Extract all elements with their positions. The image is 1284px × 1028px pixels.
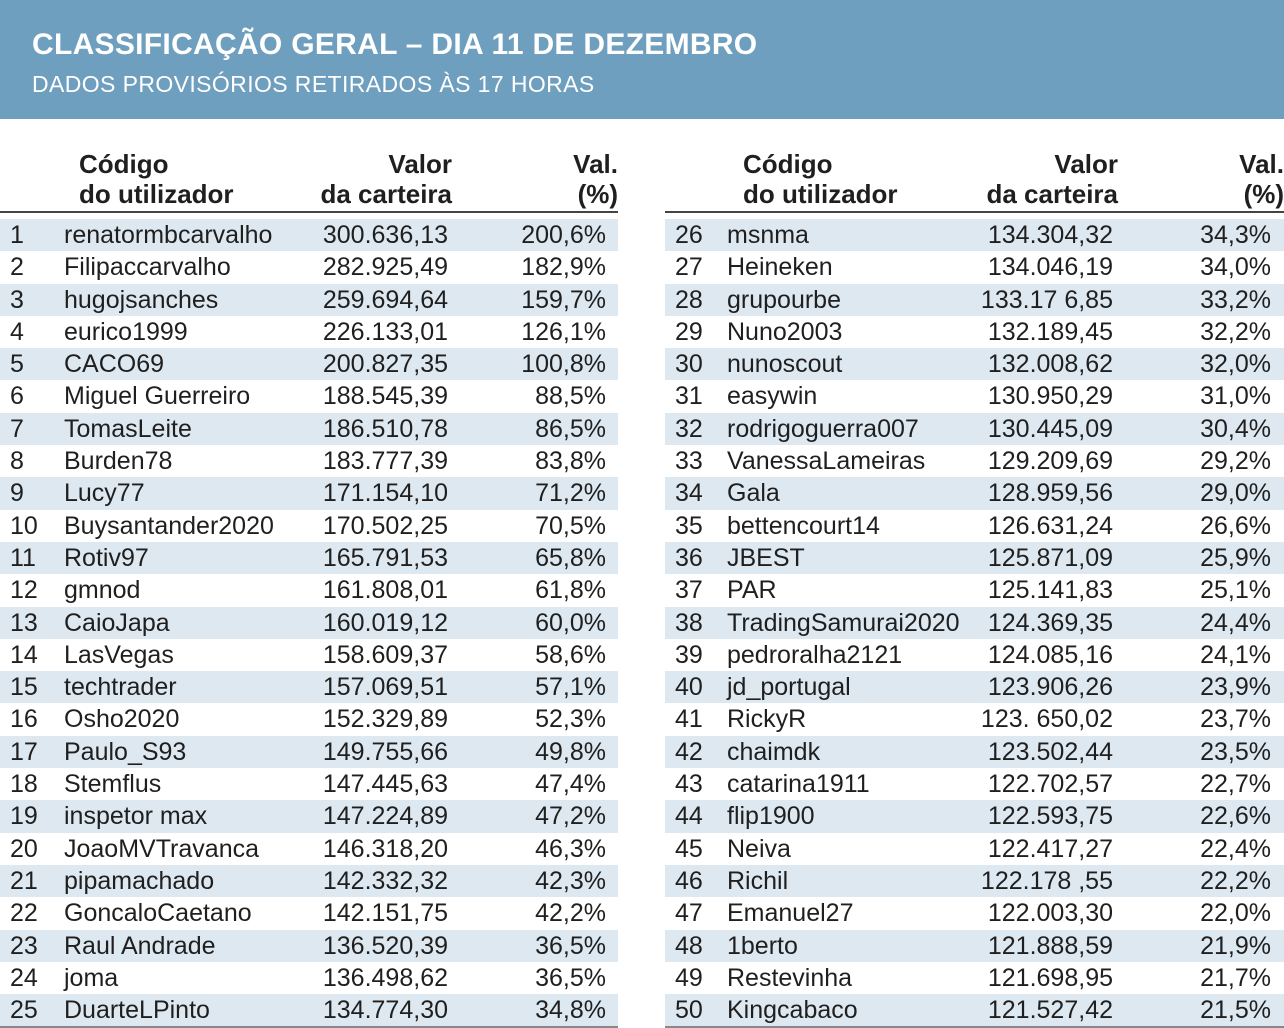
value-cell: 142.332,32: [322, 866, 448, 895]
user-cell: flip1900: [727, 802, 815, 831]
header-user-code: Código do utilizador: [79, 149, 234, 209]
percent-cell: 34,8%: [535, 996, 606, 1025]
user-cell: catarina1911: [727, 770, 870, 799]
value-cell: 146.318,20: [322, 834, 448, 863]
user-cell: chaimdk: [727, 737, 821, 766]
table-row: [0, 607, 618, 639]
value-cell: 122.702,57: [987, 770, 1113, 799]
percent-cell: 200,6%: [521, 221, 606, 249]
table-row: [665, 607, 1284, 639]
value-cell: 160.019,12: [322, 608, 448, 637]
value-cell: 121.527,42: [987, 996, 1113, 1025]
percent-cell: 182,9%: [521, 253, 606, 282]
table-row: [665, 768, 1284, 800]
user-cell: Buysantander2020: [64, 511, 274, 540]
percent-cell: 61,8%: [535, 576, 606, 605]
percent-cell: 33,2%: [1200, 285, 1271, 314]
header-banner: [0, 0, 1284, 119]
user-cell: eurico1999: [64, 317, 188, 346]
value-cell: 282.925,49: [322, 253, 448, 282]
value-cell: 128.959,56: [987, 479, 1113, 508]
rank-cell: 19: [10, 802, 38, 831]
rank-cell: 27: [675, 253, 703, 282]
percent-cell: 21,7%: [1200, 963, 1271, 992]
rank-cell: 1: [10, 221, 24, 249]
user-cell: Gala: [727, 479, 780, 508]
percent-cell: 126,1%: [521, 317, 606, 346]
table-header: [665, 147, 1284, 213]
rank-cell: 33: [675, 447, 703, 476]
rank-cell: 8: [10, 447, 24, 476]
rank-cell: 26: [675, 221, 703, 249]
rank-cell: 48: [675, 931, 703, 960]
user-cell: Stemflus: [64, 770, 162, 799]
table-row: [665, 542, 1284, 574]
table-row: [665, 445, 1284, 477]
value-cell: 170.502,25: [322, 511, 448, 540]
value-cell: 126.631,24: [987, 511, 1113, 540]
percent-cell: 22,0%: [1200, 899, 1271, 928]
table-row: [665, 865, 1284, 897]
table-row: [665, 639, 1284, 671]
rank-cell: 50: [675, 996, 703, 1025]
table-row: [665, 897, 1284, 929]
value-cell: 123. 650,02: [980, 705, 1113, 734]
user-cell: Emanuel27: [727, 899, 854, 928]
table-row: [665, 962, 1284, 994]
percent-cell: 86,5%: [535, 414, 606, 443]
percent-cell: 88,5%: [535, 382, 606, 411]
percent-cell: 30,4%: [1200, 414, 1271, 443]
percent-cell: 26,6%: [1200, 511, 1271, 540]
rank-cell: 11: [10, 543, 36, 572]
rank-cell: 24: [10, 963, 38, 992]
user-cell: Paulo_S93: [64, 737, 187, 766]
percent-cell: 42,3%: [535, 866, 606, 895]
user-cell: jd_portugal: [727, 673, 851, 702]
rank-cell: 44: [675, 802, 703, 831]
rank-cell: 6: [10, 382, 24, 411]
user-cell: Raul Andrade: [64, 931, 216, 960]
table-row: [0, 348, 618, 380]
user-cell: techtrader: [64, 673, 177, 702]
table-row: [0, 962, 618, 994]
rank-cell: 7: [10, 414, 24, 443]
user-cell: gmnod: [64, 576, 141, 605]
table-row: [0, 703, 618, 735]
value-cell: 124.369,35: [987, 608, 1113, 637]
rank-cell: 21: [10, 866, 38, 895]
user-cell: DuarteLPinto: [64, 996, 210, 1025]
rank-cell: 5: [10, 350, 24, 379]
percent-cell: 24,1%: [1200, 640, 1271, 669]
rank-cell: 12: [10, 576, 38, 605]
percent-cell: 71,2%: [535, 479, 606, 508]
rank-cell: 31: [675, 382, 703, 411]
rank-cell: 35: [675, 511, 703, 540]
percent-cell: 24,4%: [1200, 608, 1271, 637]
value-cell: 200.827,35: [322, 350, 448, 379]
user-cell: nunoscout: [727, 350, 843, 379]
value-cell: 122.178 ,55: [980, 866, 1113, 895]
value-cell: 136.520,39: [322, 931, 448, 960]
ranking-table-right: [665, 147, 1284, 1028]
table-row: [0, 219, 618, 251]
value-cell: 123.906,26: [987, 673, 1113, 702]
value-cell: 134.774,30: [322, 996, 448, 1025]
percent-cell: 42,2%: [535, 899, 606, 928]
percent-cell: 22,4%: [1200, 834, 1271, 863]
user-cell: Nuno2003: [727, 317, 843, 346]
value-cell: 186.510,78: [322, 414, 448, 443]
rank-cell: 40: [675, 673, 703, 702]
rank-cell: 18: [10, 770, 38, 799]
table-row: [0, 574, 618, 606]
table-row: [665, 703, 1284, 735]
table-row: [665, 994, 1284, 1026]
percent-cell: 23,7%: [1200, 705, 1271, 734]
user-cell: Richil: [727, 866, 789, 895]
header-portfolio-value: Valor da carteira: [320, 149, 452, 209]
value-cell: 149.755,66: [322, 737, 448, 766]
user-cell: Miguel Guerreiro: [64, 382, 251, 411]
table-row: [0, 897, 618, 929]
percent-cell: 46,3%: [535, 834, 606, 863]
percent-cell: 25,1%: [1200, 576, 1271, 605]
value-cell: 300.636,13: [322, 221, 448, 249]
table-body: [665, 219, 1284, 1028]
percent-cell: 100,8%: [521, 350, 606, 379]
value-cell: 183.777,39: [322, 447, 448, 476]
percent-cell: 21,5%: [1200, 996, 1271, 1025]
rank-cell: 4: [10, 317, 24, 346]
value-cell: 142.151,75: [322, 899, 448, 928]
percent-cell: 47,4%: [535, 770, 606, 799]
table-row: [665, 348, 1284, 380]
value-cell: 133.17 6,85: [980, 285, 1113, 314]
percent-cell: 65,8%: [535, 543, 606, 572]
percent-cell: 60,0%: [535, 608, 606, 637]
header-percent-change: Val. (%): [573, 149, 618, 209]
rank-cell: 25: [10, 996, 38, 1025]
user-cell: Burden78: [64, 447, 173, 476]
user-cell: JBEST: [727, 543, 805, 572]
table-row: [665, 413, 1284, 445]
table-row: [0, 510, 618, 542]
user-cell: rodrigoguerra007: [727, 414, 919, 443]
percent-cell: 23,5%: [1200, 737, 1271, 766]
user-cell: JoaoMVTravanca: [64, 834, 259, 863]
user-cell: msnma: [727, 221, 809, 249]
table-row: [0, 800, 618, 832]
user-cell: Neiva: [727, 834, 791, 863]
value-cell: 123.502,44: [987, 737, 1113, 766]
user-cell: pedroralha2121: [727, 640, 903, 669]
user-cell: 1berto: [727, 931, 798, 960]
percent-cell: 32,2%: [1200, 317, 1271, 346]
percent-cell: 21,9%: [1200, 931, 1271, 960]
rank-cell: 16: [10, 705, 38, 734]
rank-cell: 45: [675, 834, 703, 863]
table-row: [0, 833, 618, 865]
table-row: [665, 671, 1284, 703]
table-row: [665, 380, 1284, 412]
table-row: [0, 994, 618, 1026]
user-cell: TradingSamurai2020: [727, 608, 960, 637]
value-cell: 124.085,16: [987, 640, 1113, 669]
user-cell: PAR: [727, 576, 777, 605]
header-percent-change: Val. (%): [1239, 149, 1284, 209]
table-row: [0, 380, 618, 412]
ranking-table-left: [0, 147, 618, 1028]
value-cell: 121.698,95: [987, 963, 1113, 992]
table-row: [665, 316, 1284, 348]
user-cell: joma: [64, 963, 119, 992]
table-row: [665, 284, 1284, 316]
value-cell: 125.141,83: [987, 576, 1113, 605]
user-cell: grupourbe: [727, 285, 841, 314]
table-row: [665, 833, 1284, 865]
table-row: [665, 736, 1284, 768]
value-cell: 130.950,29: [987, 382, 1113, 411]
page-subtitle: DADOS PROVISÓRIOS RETIRADOS ÀS 17 HORAS: [32, 71, 595, 97]
table-row: [0, 477, 618, 509]
user-cell: Osho2020: [64, 705, 180, 734]
value-cell: 129.209,69: [987, 447, 1113, 476]
user-cell: LasVegas: [64, 640, 174, 669]
table-row: [665, 574, 1284, 606]
rank-cell: 14: [10, 640, 38, 669]
percent-cell: 34,0%: [1200, 253, 1271, 282]
rank-cell: 10: [10, 511, 38, 540]
rank-cell: 22: [10, 899, 38, 928]
rank-cell: 46: [675, 866, 703, 895]
table-row: [0, 413, 618, 445]
percent-cell: 52,3%: [535, 705, 606, 734]
table-row: [0, 445, 618, 477]
rank-cell: 29: [675, 317, 703, 346]
user-cell: Filipaccarvalho: [64, 253, 231, 282]
value-cell: 130.445,09: [987, 414, 1113, 443]
value-cell: 171.154,10: [322, 479, 448, 508]
header-portfolio-value: Valor da carteira: [986, 149, 1118, 209]
percent-cell: 22,7%: [1200, 770, 1271, 799]
table-row: [0, 930, 618, 962]
percent-cell: 70,5%: [535, 511, 606, 540]
rank-cell: 3: [10, 285, 24, 314]
table-row: [0, 316, 618, 348]
table-row: [665, 510, 1284, 542]
percent-cell: 57,1%: [535, 673, 606, 702]
percent-cell: 47,2%: [535, 802, 606, 831]
percent-cell: 31,0%: [1200, 382, 1271, 411]
value-cell: 147.224,89: [322, 802, 448, 831]
table-row: [0, 736, 618, 768]
percent-cell: 32,0%: [1200, 350, 1271, 379]
rank-cell: 36: [675, 543, 703, 572]
table-row: [0, 768, 618, 800]
value-cell: 136.498,62: [322, 963, 448, 992]
header-user-code: Código do utilizador: [743, 149, 898, 209]
value-cell: 134.304,32: [987, 221, 1113, 249]
rank-cell: 13: [10, 608, 38, 637]
value-cell: 226.133,01: [322, 317, 448, 346]
percent-cell: 29,0%: [1200, 479, 1271, 508]
value-cell: 188.545,39: [322, 382, 448, 411]
rank-cell: 38: [675, 608, 703, 637]
user-cell: pipamachado: [64, 866, 215, 895]
rank-cell: 28: [675, 285, 703, 314]
percent-cell: 22,2%: [1200, 866, 1271, 895]
value-cell: 152.329,89: [322, 705, 448, 734]
user-cell: renatormbcarvalho: [64, 221, 273, 249]
table-row: [0, 542, 618, 574]
user-cell: CaioJapa: [64, 608, 170, 637]
rank-cell: 34: [675, 479, 703, 508]
rank-cell: 32: [675, 414, 703, 443]
value-cell: 122.417,27: [987, 834, 1113, 863]
user-cell: Heineken: [727, 253, 833, 282]
rank-cell: 30: [675, 350, 703, 379]
table-row: [665, 477, 1284, 509]
value-cell: 132.189,45: [987, 317, 1113, 346]
value-cell: 132.008,62: [987, 350, 1113, 379]
user-cell: RickyR: [727, 705, 807, 734]
percent-cell: 36,5%: [535, 931, 606, 960]
percent-cell: 29,2%: [1200, 447, 1271, 476]
percent-cell: 58,6%: [535, 640, 606, 669]
rank-cell: 9: [10, 479, 24, 508]
table-body: [0, 219, 618, 1028]
rank-cell: 17: [10, 737, 38, 766]
table-row: [0, 671, 618, 703]
user-cell: CACO69: [64, 350, 165, 379]
rank-cell: 41: [675, 705, 703, 734]
percent-cell: 22,6%: [1200, 802, 1271, 831]
table-row: [0, 639, 618, 671]
value-cell: 125.871,09: [987, 543, 1113, 572]
table-row: [665, 930, 1284, 962]
percent-cell: 83,8%: [535, 447, 606, 476]
value-cell: 134.046,19: [987, 253, 1113, 282]
user-cell: Kingcabaco: [727, 996, 858, 1025]
value-cell: 158.609,37: [322, 640, 448, 669]
value-cell: 157.069,51: [322, 673, 448, 702]
user-cell: inspetor max: [64, 802, 208, 831]
user-cell: GoncaloCaetano: [64, 899, 252, 928]
value-cell: 147.445,63: [322, 770, 448, 799]
user-cell: hugojsanches: [64, 285, 219, 314]
rank-cell: 49: [675, 963, 703, 992]
table-row: [0, 865, 618, 897]
rank-cell: 47: [675, 899, 703, 928]
user-cell: Restevinha: [727, 963, 853, 992]
value-cell: 122.003,30: [987, 899, 1113, 928]
user-cell: Lucy77: [64, 479, 145, 508]
value-cell: 121.888,59: [987, 931, 1113, 960]
value-cell: 259.694,64: [322, 285, 448, 314]
table-row: [665, 219, 1284, 251]
rank-cell: 2: [10, 253, 24, 282]
percent-cell: 49,8%: [535, 737, 606, 766]
user-cell: Rotiv97: [64, 543, 149, 572]
table-header: [0, 147, 618, 213]
value-cell: 165.791,53: [322, 543, 448, 572]
user-cell: bettencourt14: [727, 511, 880, 540]
percent-cell: 159,7%: [521, 285, 606, 314]
rank-cell: 20: [10, 834, 38, 863]
percent-cell: 34,3%: [1200, 221, 1271, 249]
value-cell: 122.593,75: [987, 802, 1113, 831]
user-cell: TomasLeite: [64, 414, 192, 443]
rank-cell: 42: [675, 737, 703, 766]
rank-cell: 15: [10, 673, 38, 702]
rank-cell: 43: [675, 770, 703, 799]
percent-cell: 23,9%: [1200, 673, 1271, 702]
rank-cell: 23: [10, 931, 38, 960]
table-row: [0, 251, 618, 283]
value-cell: 161.808,01: [322, 576, 448, 605]
table-row: [0, 284, 618, 316]
rank-cell: 39: [675, 640, 703, 669]
user-cell: easywin: [727, 382, 818, 411]
table-row: [665, 800, 1284, 832]
user-cell: VanessaLameiras: [727, 447, 926, 476]
page-title: CLASSIFICAÇÃO GERAL – DIA 11 DE DEZEMBRO: [32, 28, 758, 61]
rank-cell: 37: [675, 576, 703, 605]
table-row: [665, 251, 1284, 283]
percent-cell: 25,9%: [1200, 543, 1271, 572]
percent-cell: 36,5%: [535, 963, 606, 992]
